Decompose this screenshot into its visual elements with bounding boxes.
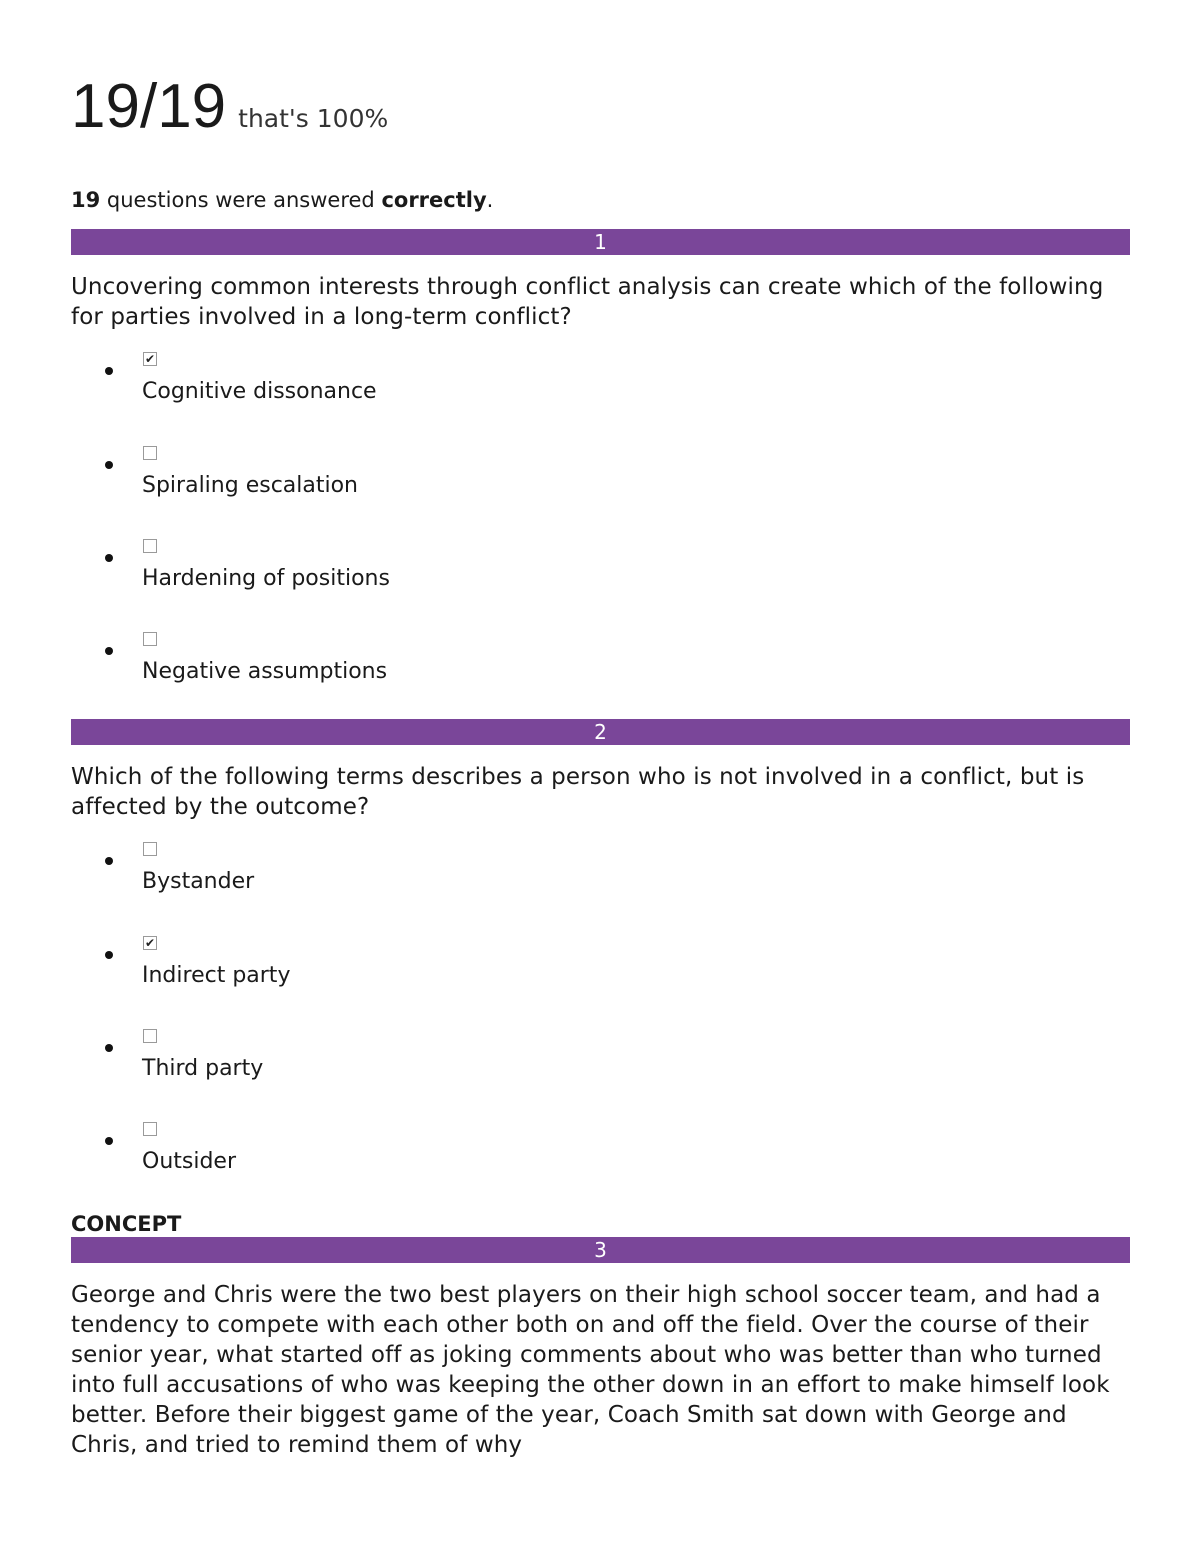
bullet-icon [105, 1137, 113, 1145]
answer-option[interactable] [71, 1029, 1130, 1099]
summary-end: . [486, 188, 494, 212]
answer-option-label: Third party [142, 1056, 264, 1081]
question-number-bar: 3 [71, 1237, 1130, 1263]
checkbox-checked[interactable]: ✔ [144, 936, 156, 950]
answer-option[interactable] [71, 352, 1130, 422]
summary-emphasis: correctly [381, 188, 487, 212]
checkbox[interactable] [143, 539, 157, 553]
answer-option-label: Hardening of positions [142, 566, 390, 591]
bullet-icon [105, 951, 113, 959]
answer-option-label: Negative assumptions [142, 659, 388, 684]
score-percent: that's 100% [238, 104, 389, 133]
bullet-icon [105, 461, 113, 469]
question-text: Uncovering common interests through conflict analysis can create which of the following for parties involved in a long-term conflict? [71, 274, 1104, 330]
summary-middle-text: questions were answered [100, 188, 382, 212]
section-label: CONCEPT [71, 1212, 182, 1236]
score-fraction: 19/19 [71, 72, 227, 141]
question-number-bar: 2 [71, 719, 1130, 745]
checkbox[interactable] [143, 842, 157, 856]
score-header [71, 72, 388, 142]
answer-option[interactable] [71, 842, 1130, 912]
bullet-icon [105, 1044, 113, 1052]
answer-option-label: Bystander [142, 869, 255, 894]
answer-option-label: Outsider [142, 1149, 237, 1174]
checkbox-checked[interactable]: ✔ [144, 352, 156, 366]
answer-option-label: Indirect party [142, 963, 291, 988]
bullet-icon [105, 367, 113, 375]
bullet-icon [105, 554, 113, 562]
bullet-icon [105, 857, 113, 865]
correct-count: 19 [71, 188, 101, 212]
question-text: Which of the following terms describes a person who is not involved in a conflict, but is affected by the outcome? [71, 764, 1085, 820]
answer-option[interactable] [71, 446, 1130, 516]
results-summary [71, 186, 493, 214]
answer-option[interactable] [71, 1122, 1130, 1192]
checkbox[interactable] [143, 446, 157, 460]
checkbox[interactable] [143, 632, 157, 646]
question-text: George and Chris were the two best players on their high school soccer team, and had a tendency to compete with each other both on and off the field. Over the course of their senior year, what started off as joking comments about who was better than who turned into full accusations of who was keeping the other down in an effort to make himself look better. Before their biggest game of the year, Coach Smith sat down with George and Chris, and tried to remind them of why [71, 1282, 1110, 1458]
answer-option-label: Spiraling escalation [142, 473, 359, 498]
answer-option[interactable] [71, 539, 1130, 609]
answer-option-label: Cognitive dissonance [142, 379, 377, 404]
checkbox[interactable] [143, 1029, 157, 1043]
question-number-bar: 1 [71, 229, 1130, 255]
bullet-icon [105, 647, 113, 655]
checkbox[interactable] [143, 1122, 157, 1136]
answer-option[interactable] [71, 936, 1130, 1006]
answer-option[interactable] [71, 632, 1130, 702]
